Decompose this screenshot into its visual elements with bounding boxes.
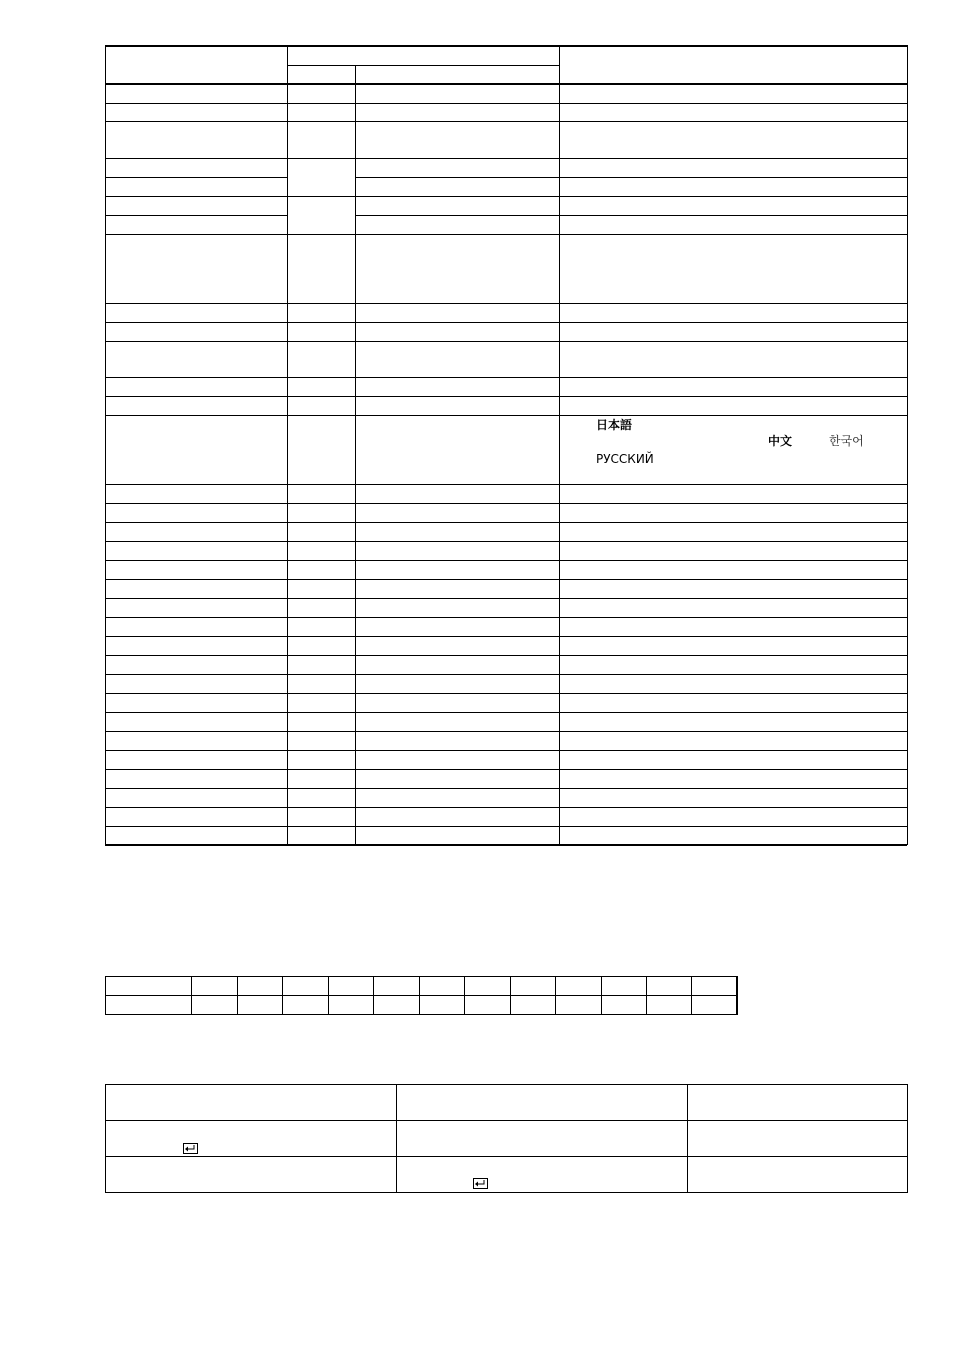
table-rule-horizontal — [355, 177, 907, 178]
enter-arrow-icon — [475, 1180, 486, 1187]
table-rule-horizontal — [105, 522, 907, 523]
table-rule-vertical — [907, 45, 908, 845]
table-rule-vertical — [105, 1084, 106, 1193]
table-rule-horizontal — [105, 234, 907, 235]
table-rule-horizontal — [105, 598, 907, 599]
enter-key-icon — [473, 1178, 488, 1189]
enter-arrow-icon — [185, 1145, 196, 1152]
table-rule-vertical — [396, 1084, 397, 1193]
table-rule-vertical — [105, 45, 106, 845]
table-rule-horizontal — [105, 322, 907, 323]
table-rule-vertical — [191, 976, 192, 1014]
language-label-chinese: 中文 — [768, 434, 793, 448]
table-rule-vertical — [510, 976, 511, 1014]
table-rule-vertical — [687, 1084, 688, 1193]
table-rule-horizontal — [105, 750, 907, 751]
table-rule-horizontal — [105, 121, 907, 122]
table-rule-horizontal — [105, 976, 737, 977]
table-rule-vertical — [419, 976, 420, 1014]
table-rule-horizontal — [105, 415, 907, 416]
table-rule-horizontal — [105, 1014, 737, 1015]
table-rule-vertical — [282, 976, 283, 1014]
enter-key-icon — [183, 1143, 198, 1154]
table-rule-horizontal — [105, 826, 907, 827]
language-label-korean: 한국어 — [829, 434, 864, 448]
language-label-japanese: 日本語 — [596, 418, 633, 432]
table-rule-horizontal — [105, 503, 907, 504]
table-rule-horizontal — [105, 103, 907, 104]
table-rule-vertical — [646, 976, 647, 1014]
table-rule-horizontal — [105, 769, 907, 770]
table-rule-horizontal — [287, 65, 559, 66]
table-rule-horizontal — [105, 177, 287, 178]
table-rule-vertical — [328, 976, 329, 1014]
table-rule-horizontal — [105, 788, 907, 789]
table-rule-horizontal — [105, 484, 907, 485]
table-rule-horizontal — [105, 655, 907, 656]
table-rule-horizontal — [105, 215, 287, 216]
table-rule-vertical — [737, 976, 738, 1015]
table-rule-horizontal — [105, 636, 907, 637]
table-rule-horizontal — [105, 158, 907, 159]
table-rule-vertical — [555, 976, 556, 1014]
table-rule-vertical — [355, 65, 356, 845]
table-rule-vertical — [287, 45, 288, 845]
table-rule-horizontal — [105, 45, 907, 47]
table-rule-horizontal — [105, 674, 907, 675]
table-rule-horizontal — [355, 215, 907, 216]
table-rule-horizontal — [105, 1156, 907, 1157]
table-rule-horizontal — [105, 541, 907, 542]
table-rule-horizontal — [105, 1120, 907, 1121]
table-rule-horizontal — [105, 995, 737, 996]
table-rule-horizontal — [105, 396, 907, 397]
table-rule-horizontal — [105, 560, 907, 561]
table-rule-vertical — [373, 976, 374, 1014]
table-rule-vertical — [691, 976, 692, 1014]
table-rule-horizontal — [105, 196, 907, 197]
table-rule-vertical — [907, 1084, 908, 1193]
table-rule-vertical — [559, 45, 560, 845]
table-rule-horizontal — [105, 844, 907, 846]
table-rule-horizontal — [105, 377, 907, 378]
table-rule-vertical — [237, 976, 238, 1014]
table-rule-horizontal — [105, 579, 907, 580]
table-rule-horizontal — [105, 1192, 907, 1193]
table-rule-horizontal — [105, 807, 907, 808]
table-rule-horizontal — [105, 303, 907, 304]
table-rule-horizontal — [105, 1084, 907, 1085]
table-rule-horizontal — [105, 731, 907, 732]
language-label-russian: РУССКИЙ — [596, 452, 654, 466]
table-rule-horizontal — [105, 83, 907, 85]
table-rule-horizontal — [105, 617, 907, 618]
table-rule-vertical — [601, 976, 602, 1014]
table-rule-horizontal — [105, 712, 907, 713]
table-rule-vertical — [105, 976, 106, 1014]
table-rule-horizontal — [105, 341, 907, 342]
table-rule-horizontal — [105, 693, 907, 694]
table-rule-vertical — [464, 976, 465, 1014]
